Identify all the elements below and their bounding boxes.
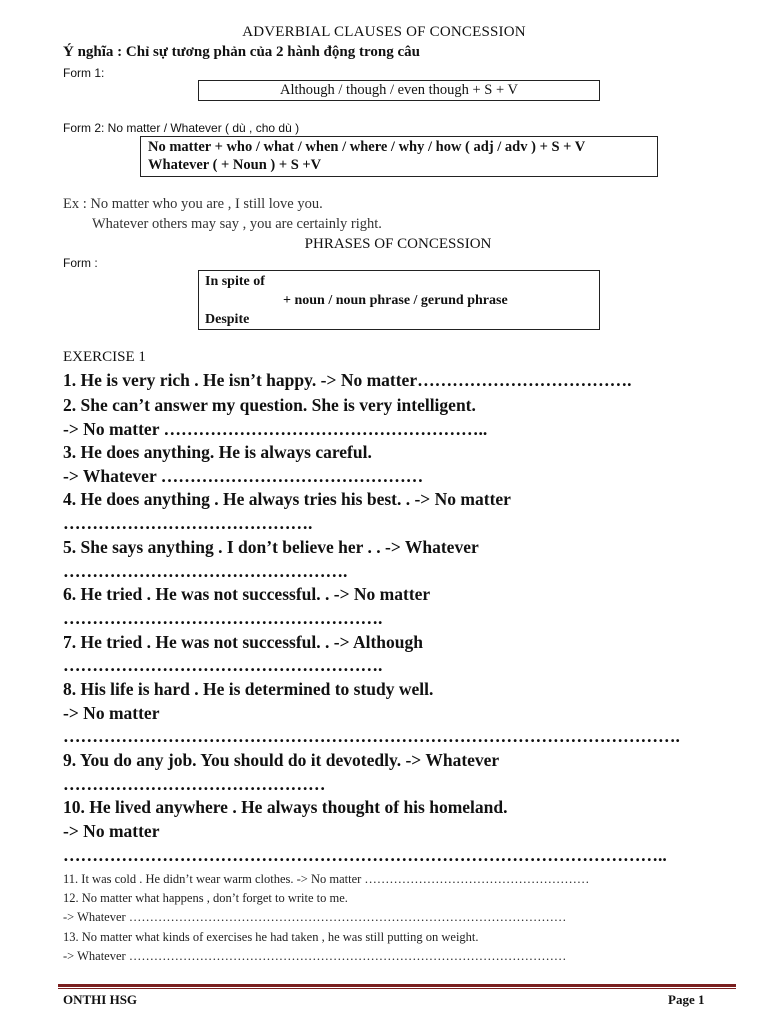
exercise-title: EXERCISE 1 (63, 349, 146, 365)
form2-label: Form 2: No matter / Whatever ( dù , cho dù ) (63, 121, 300, 135)
exercise-line: 1. He is very rich . He isn’t happy. -> No matter………………………………. (63, 370, 632, 390)
form1-rule: Although / though / even though + S + V (279, 82, 519, 98)
exercise-line: 9. You do any job. You should do it devotedly. -> Whatever (63, 750, 500, 770)
exercise-answer-line: ……………………………………… (63, 774, 326, 794)
meaning-line: Ý nghĩa : Chỉ sự tương phản của 2 hành động trong câu (63, 44, 420, 60)
phrases-box (198, 270, 600, 330)
exercise-line: 3. He does anything. He is always careful. (63, 442, 372, 462)
in-spite-of: In spite of (205, 274, 265, 289)
exercise-answer-line: …………………………………………. (63, 561, 348, 581)
footer-rule-thin (58, 988, 736, 989)
form2-line2: Whatever ( + Noun ) + S +V (148, 157, 322, 173)
exercise-line: 2. She can’t answer my question. She is very intelligent. (63, 395, 476, 415)
exercise-answer-line: -> No matter (63, 821, 160, 841)
exercise-small-line: 11. It was cold . He didn’t wear warm clothes. -> No matter ……………………………………………… (63, 872, 590, 886)
form1-label: Form 1: (63, 66, 105, 80)
exercise-line: 10. He lived anywhere . He always thought of his homeland. (63, 797, 508, 817)
despite: Despite (205, 312, 250, 327)
exercise-small-line: 12. No matter what happens , don’t forget to write to me. (63, 891, 348, 905)
exercise-answer-line: ………………………………………………. (63, 608, 383, 628)
exercise-answer-line: ………………………………………………. (63, 655, 383, 675)
exercise-line: 4. He does anything . He always tries his best. . -> No matter (63, 489, 511, 509)
exercise-answer-line: ……………………………………. (63, 513, 313, 533)
exercise-answer-line: -> No matter ……………………………………………….. (63, 419, 488, 439)
footer-rule-thick (58, 984, 736, 987)
example-line-2: Whatever others may say , you are certainly right. (92, 216, 382, 232)
form1-box (198, 80, 600, 101)
page-title: ADVERBIAL CLAUSES OF CONCESSION (242, 24, 526, 40)
exercise-small-line: -> Whatever …………………………………………………………………………………………… (63, 910, 567, 924)
example-line-1: Ex : No matter who you are , I still love you. (63, 196, 323, 212)
exercise-small-line: -> Whatever …………………………………………………………………………………………… (63, 949, 567, 963)
exercise-answer-line: -> Whatever ……………………………………… (63, 466, 424, 486)
exercise-answer-line: -> No matter (63, 703, 160, 723)
form2-box (140, 136, 658, 177)
exercise-line: 5. She says anything . I don’t believe her . . -> Whatever (63, 537, 479, 557)
exercise-answer-line: ……………………………………………………………………………………………. (63, 726, 680, 746)
footer-left: ONTHI HSG (63, 992, 138, 1007)
exercise-small-line: 13. No matter what kinds of exercises he had taken , he was still putting on weight. (63, 930, 479, 944)
exercise-line: 7. He tried . He was not successful. . -> Although (63, 632, 423, 652)
exercise-line: 6. He tried . He was not successful. . -> No matter (63, 584, 431, 604)
phrases-form-label: Form : (63, 256, 98, 270)
exercise-answer-line: ………………………………………………………………………………………….. (63, 845, 667, 865)
page-number: Page 1 (668, 992, 705, 1007)
phrase-rule: + noun / noun phrase / gerund phrase (283, 293, 508, 308)
phrases-title: PHRASES OF CONCESSION (304, 236, 492, 252)
form2-line1: No matter + who / what / when / where / why / how ( adj / adv ) + S + V (148, 139, 586, 155)
exercise-line: 8. His life is hard . He is determined to study well. (63, 679, 434, 699)
